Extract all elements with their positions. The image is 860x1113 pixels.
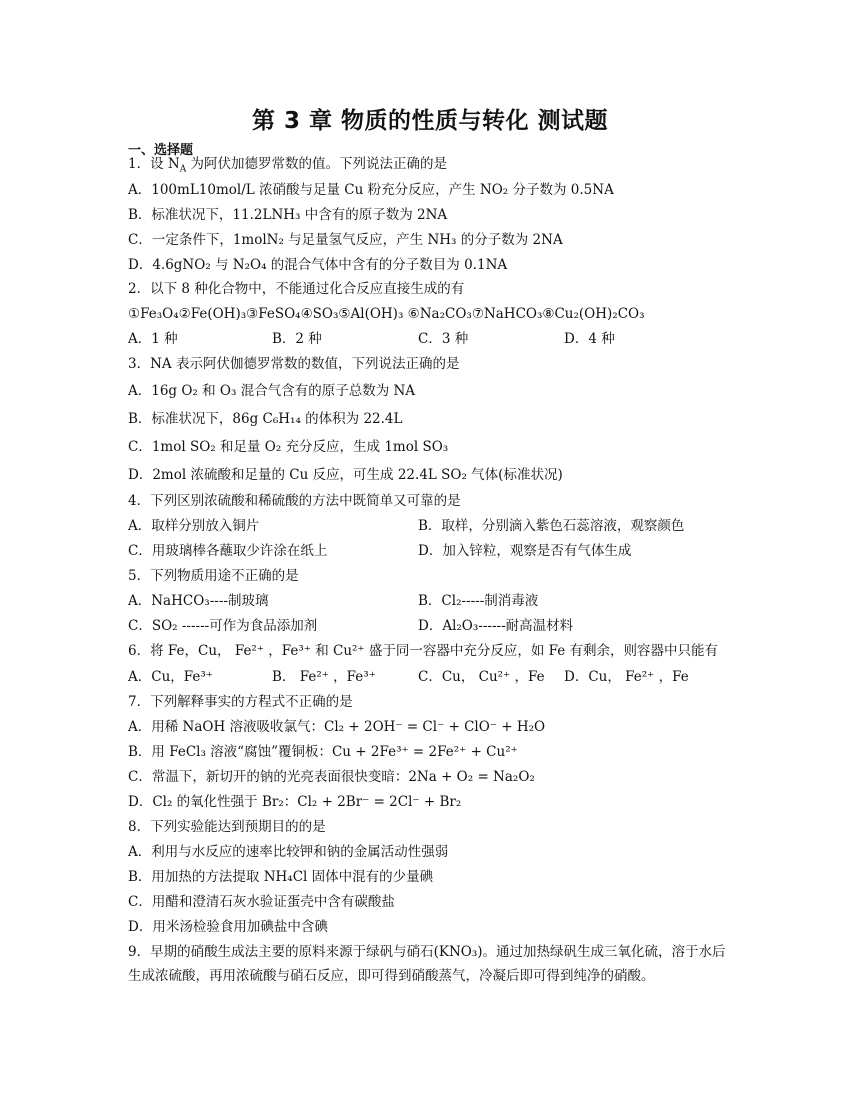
question-3-stem: 3．NA 表示阿伏伽德罗常数的数值，下列说法正确的是 <box>128 356 460 372</box>
question-7-option-c: C．常温下，新切开的钠的光亮表面很快变暗：2Na + O₂ = Na₂O₂ <box>128 769 535 785</box>
question-3-option-c: C．1mol SO₂ 和足量 O₂ 充分反应，生成 1mol SO₃ <box>128 439 449 455</box>
question-2-option-c: C．3 种 <box>418 331 469 347</box>
question-5-option-d: D．Al₂O₃------耐高温材料 <box>418 618 574 634</box>
question-9-text: 9．早期的硝酸生成法主要的原料来源于绿矾与硝石(KNO₃)。通过加热绿矾生成三氧化硫，溶于水后生成浓硫酸，再用浓硫酸与硝石反应，即可得到硝酸蒸气，冷凝后即可得到纯净的硝酸。 <box>128 944 726 984</box>
question-6-stem: 6．将 Fe，Cu， Fe²⁺ ，Fe³⁺ 和 Cu²⁺ 盛于同一容器中充分反应，如 Fe 有剩余，则容器中只能有 <box>128 643 719 659</box>
question-4-option-b: B．取样，分别滴入紫色石蕊溶液，观察颜色 <box>418 518 685 534</box>
question-8-stem: 8．下列实验能达到预期目的的是 <box>128 819 326 835</box>
question-5-stem: 5．下列物质用途不正确的是 <box>128 568 299 584</box>
question-7-option-d: D．Cl₂ 的氧化性强于 Br₂：Cl₂ + 2Br⁻ = 2Cl⁻ + Br₂ <box>128 794 462 810</box>
question-2-stem: 2．以下 8 种化合物中，不能通过化合反应直接生成的有 <box>128 281 465 297</box>
question-1-option-d: D．4.6gNO₂ 与 N₂O₄ 的混合气体中含有的分子数目为 0.1NA <box>128 257 508 273</box>
question-7-option-a: A．用稀 NaOH 溶液吸收氯气：Cl₂ + 2OH⁻ = Cl⁻ + ClO⁻ + H₂O <box>128 719 546 735</box>
question-6-option-d: D．Cu， Fe²⁺ ，Fe <box>564 669 689 685</box>
question-4-option-a: A．取样分别放入铜片 <box>128 518 260 534</box>
page-title: 第 3 章 物质的性质与转化 测试题 <box>251 108 609 134</box>
question-7-option-b: B．用 FeCl₃ 溶液“腐蚀”覆铜板：Cu + 2Fe³⁺ = 2Fe²⁺ + Cu²⁺ <box>128 744 518 760</box>
question-8-option-a: A．利用与水反应的速率比较钾和钠的金属活动性强弱 <box>128 844 449 860</box>
question-4-option-c: C．用玻璃棒各蘸取少许涂在纸上 <box>128 543 328 559</box>
q1-stem-sub: A <box>179 164 187 175</box>
q1-stem-tail: 为阿伏加德罗常数的值。下列说法正确的是 <box>186 156 447 172</box>
question-5-option-a: A．NaHCO₃----制玻璃 <box>128 593 269 609</box>
question-3-option-a: A．16g O₂ 和 O₃ 混合气含有的原子总数为 NA <box>128 383 416 399</box>
question-4-stem: 4．下列区别浓硫酸和稀硫酸的方法中既简单又可靠的是 <box>128 493 461 509</box>
question-3-option-b: B．标准状况下，86g C₆H₁₄ 的体积为 22.4L <box>128 411 403 427</box>
question-1-option-a: A．100mL10mol/L 浓硝酸与足量 Cu 粉充分反应，产生 NO₂ 分子数为 0.5NA <box>128 182 614 198</box>
question-2-option-b: B．2 种 <box>272 331 322 347</box>
question-5-option-b: B．Cl₂-----制消毒液 <box>418 593 539 609</box>
question-6-option-b: B． Fe²⁺ ，Fe³⁺ <box>272 669 376 685</box>
question-8-option-b: B．用加热的方法提取 NH₄Cl 固体中混有的少量碘 <box>128 869 434 885</box>
question-6-option-c: C．Cu， Cu²⁺ ，Fe <box>418 669 545 685</box>
question-1-stem <box>128 155 447 173</box>
question-7-stem: 7．下列解释事实的方程式不正确的是 <box>128 694 353 710</box>
question-2-list: ①Fe₃O₄②Fe(OH)₃③FeSO₄④SO₃⑤Al(OH)₃ ⑥Na₂CO₃⑦NaHCO₃⑧Cu₂(OH)₂CO₃ <box>128 306 645 322</box>
question-1-option-c: C．一定条件下，1molN₂ 与足量氢气反应，产生 NH₃ 的分子数为 2NA <box>128 232 563 248</box>
question-2-option-d: D．4 种 <box>564 331 615 347</box>
question-4-option-d: D．加入锌粒，观察是否有气体生成 <box>418 543 632 559</box>
section-heading: 一、选择题 <box>128 143 194 158</box>
question-6-option-a: A．Cu，Fe³⁺ <box>128 669 213 685</box>
question-8-option-c: C．用醋和澄清石灰水验证蛋壳中含有碳酸盐 <box>128 894 395 910</box>
question-2-option-a: A．1 种 <box>128 331 178 347</box>
question-8-option-d: D．用米汤检验食用加碘盐中含碘 <box>128 919 328 935</box>
question-3-option-d: D．2mol 浓硫酸和足量的 Cu 反应，可生成 22.4L SO₂ 气体(标准状况) <box>128 467 563 483</box>
question-5-option-c: C．SO₂ ------可作为食品添加剂 <box>128 618 318 634</box>
q1-stem-text: 1．设 N <box>128 156 180 172</box>
question-1-option-b: B．标准状况下，11.2LNH₃ 中含有的原子数为 2NA <box>128 207 448 223</box>
